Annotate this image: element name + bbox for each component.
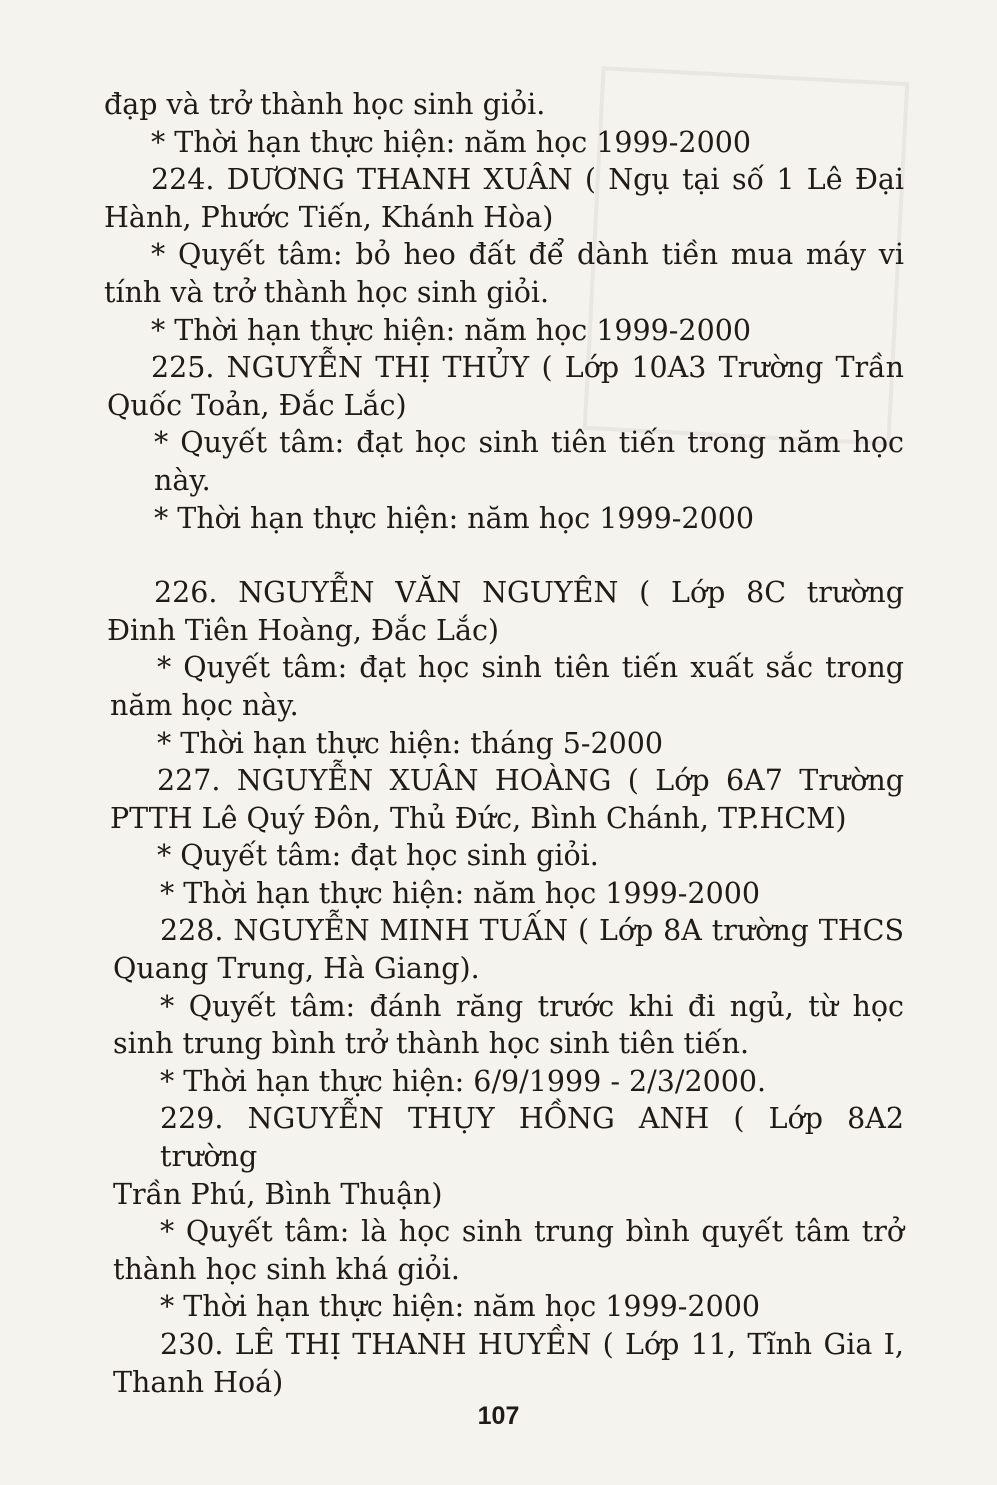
text-line: * Thời hạn thực hiện: năm học 1999-2000	[151, 125, 751, 159]
entry-heading: 228. NGUYỄN MINH TUẤN ( Lớp 8A trường THCS	[160, 914, 904, 948]
text-line: Thanh Hoá)	[113, 1365, 284, 1399]
text-line: năm học này.	[110, 688, 299, 722]
text-line: đạp và trở thành học sinh giỏi.	[104, 88, 546, 121]
text-line: * Thời hạn thực hiện: năm học 1999-2000	[154, 501, 754, 535]
entry-heading: 227. NGUYỄN XUÂN HOÀNG ( Lớp 6A7 Trường	[157, 764, 904, 798]
text-line: Trần Phú, Bình Thuận)	[113, 1177, 443, 1211]
text-line: này.	[154, 463, 211, 497]
text-line: tính và trở thành học sinh giỏi.	[104, 275, 550, 309]
paragraph-gap	[104, 537, 904, 574]
page-body	[104, 86, 904, 1401]
entry-heading: 225. NGUYỄN THỊ THỦY ( Lớp 10A3 Trường Trần	[151, 351, 904, 385]
page-number: 107	[477, 1402, 520, 1430]
text-line: Đinh Tiên Hoàng, Đắc Lắc)	[107, 613, 500, 647]
text-line: * Quyết tâm: đạt học sinh tiên tiến xuất sắc trong	[157, 651, 904, 685]
text-line: * Thời hạn thực hiện: năm học 1999-2000	[160, 876, 760, 910]
text-line: thành học sinh khá giỏi.	[113, 1252, 460, 1286]
text-line: sinh trung bình trở thành học sinh tiên tiến.	[113, 1027, 750, 1061]
text-line: PTTH Lê Quý Đôn, Thủ Đức, Bình Chánh, TP.HCM)	[110, 801, 847, 835]
text-line: * Thời hạn thực hiện: tháng 5-2000	[157, 726, 664, 760]
text-line: * Quyết tâm: đạt học sinh tiên tiến trong năm học	[154, 426, 904, 460]
entry-heading: 224. DƯƠNG THANH XUÂN ( Ngụ tại số 1 Lê Đại	[151, 163, 904, 197]
text-line: Hành, Phước Tiến, Khánh Hòa)	[104, 200, 554, 234]
text-line: Quốc Toản, Đắc Lắc)	[107, 388, 407, 422]
text-line: * Thời hạn thực hiện: năm học 1999-2000	[151, 313, 751, 347]
entry-heading: 229. NGUYỄN THỤY HỒNG ANH ( Lớp 8A2 trường	[160, 1102, 904, 1174]
text-line: * Quyết tâm: đánh răng trước khi đi ngủ, từ học	[160, 989, 904, 1023]
text-line: * Quyết tâm: là học sinh trung bình quyết tâm trở	[160, 1215, 904, 1249]
text-line: * Quyết tâm: đạt học sinh giỏi.	[157, 839, 599, 873]
text-line: * Thời hạn thực hiện: năm học 1999-2000	[160, 1290, 760, 1324]
text-line: * Thời hạn thực hiện: 6/9/1999 - 2/3/2000.	[160, 1064, 767, 1098]
entry-heading: 230. LÊ THỊ THANH HUYỀN ( Lớp 11, Tĩnh Gia I,	[160, 1328, 904, 1361]
text-line: * Quyết tâm: bỏ heo đất để dành tiền mua máy vi	[151, 238, 904, 272]
entry-heading: 226. NGUYỄN VĂN NGUYÊN ( Lớp 8C trường	[154, 576, 904, 610]
text-line: Quang Trung, Hà Giang).	[113, 952, 480, 986]
